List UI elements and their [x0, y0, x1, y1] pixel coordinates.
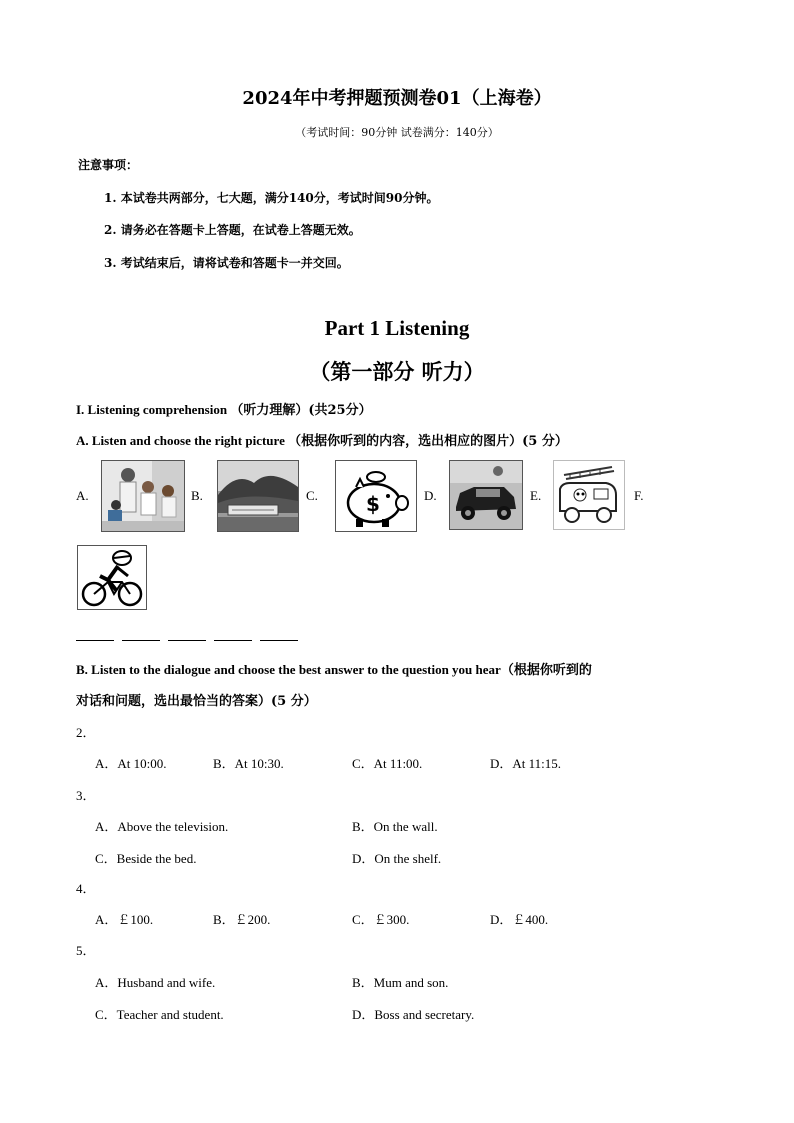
notice-item: 1. 本试卷共两部分，七大题，满分140分，考试时间90分钟。 — [104, 191, 439, 205]
option-a[interactable]: A．At 10:00. — [95, 756, 167, 771]
picture-label-e: E. — [530, 488, 542, 503]
fire-truck-icon — [553, 460, 625, 530]
picture-label-a: A. — [76, 488, 89, 503]
notice-item: 2. 请务必在答题卡上答题，在试卷上答题无效。 — [104, 223, 361, 237]
exam-title: 2024年中考押题预测卷01（上海卷） — [242, 88, 552, 109]
section-a-heading — [76, 430, 568, 449]
answer-blank[interactable] — [76, 640, 114, 641]
section-a-en: A. Listen and choose the right picture — [76, 433, 289, 448]
question-number: 4． — [76, 881, 96, 896]
option-d[interactable]: D．￡400. — [490, 912, 549, 927]
exam-subtitle: （考试时间：90分钟 试卷满分：140分） — [295, 126, 499, 139]
option-b[interactable]: B．At 10:30. — [213, 756, 284, 771]
picture-label-b: B. — [191, 488, 203, 503]
hospital-scene-icon — [101, 460, 185, 532]
option-b[interactable]: B．Mum and son. — [352, 975, 449, 990]
option-a[interactable]: A．Above the television. — [95, 819, 229, 834]
question-number: 5． — [76, 943, 96, 958]
section-heading-cn: （听力理解）(共25分） — [230, 403, 372, 418]
suv-car-icon — [449, 460, 523, 530]
section-b-heading — [76, 659, 592, 678]
answer-blank[interactable] — [122, 640, 160, 641]
answer-blank[interactable] — [168, 640, 206, 641]
option-b[interactable]: B．￡200. — [213, 912, 271, 927]
option-d[interactable]: D．Boss and secretary. — [352, 1007, 475, 1022]
option-d[interactable]: D．At 11:15. — [490, 756, 562, 771]
question-number: 2． — [76, 725, 96, 740]
option-c[interactable]: C．￡300. — [352, 912, 410, 927]
option-b[interactable]: B．On the wall. — [352, 819, 438, 834]
section-b-cn: （根据你听到的 — [500, 663, 592, 678]
part-subtitle: （第一部分 听力） — [309, 359, 485, 384]
notice-heading: 注意事项： — [78, 158, 139, 172]
option-d[interactable]: D．On the shelf. — [352, 851, 442, 866]
picture-label-d: D. — [424, 488, 437, 503]
option-c[interactable]: C．Beside the bed. — [95, 851, 197, 866]
question-number: 3． — [76, 788, 96, 803]
picture-label-c: C. — [306, 488, 318, 503]
section-b-en: B. Listen to the dialogue and choose the best answer to the question you hear — [76, 662, 501, 677]
section-heading-listening — [76, 399, 372, 418]
option-a[interactable]: A．￡100. — [95, 912, 154, 927]
option-a[interactable]: A．Husband and wife. — [95, 975, 216, 990]
picture-label-f: F. — [634, 488, 644, 503]
section-heading-en: I. Listening comprehension — [76, 402, 231, 417]
mountain-building-icon — [217, 460, 299, 532]
notice-item: 3. 考试结束后，请将试卷和答题卡一并交回。 — [104, 256, 349, 270]
section-b-cn-line2: 对话和问题，选出最恰当的答案）(5 分） — [76, 694, 317, 709]
svg-text:$: $ — [366, 492, 380, 516]
cyclist-icon — [77, 545, 147, 610]
piggy-bank-icon — [335, 460, 417, 532]
part-title: Part 1 Listening — [324, 316, 470, 340]
option-c[interactable]: C．At 11:00. — [352, 756, 423, 771]
answer-blank[interactable] — [214, 640, 252, 641]
option-c[interactable]: C．Teacher and student. — [95, 1007, 224, 1022]
answer-blank[interactable] — [260, 640, 298, 641]
section-a-cn: （根据你听到的内容，选出相应的图片）(5 分） — [288, 434, 568, 449]
section-b-heading-line2 — [76, 690, 317, 709]
